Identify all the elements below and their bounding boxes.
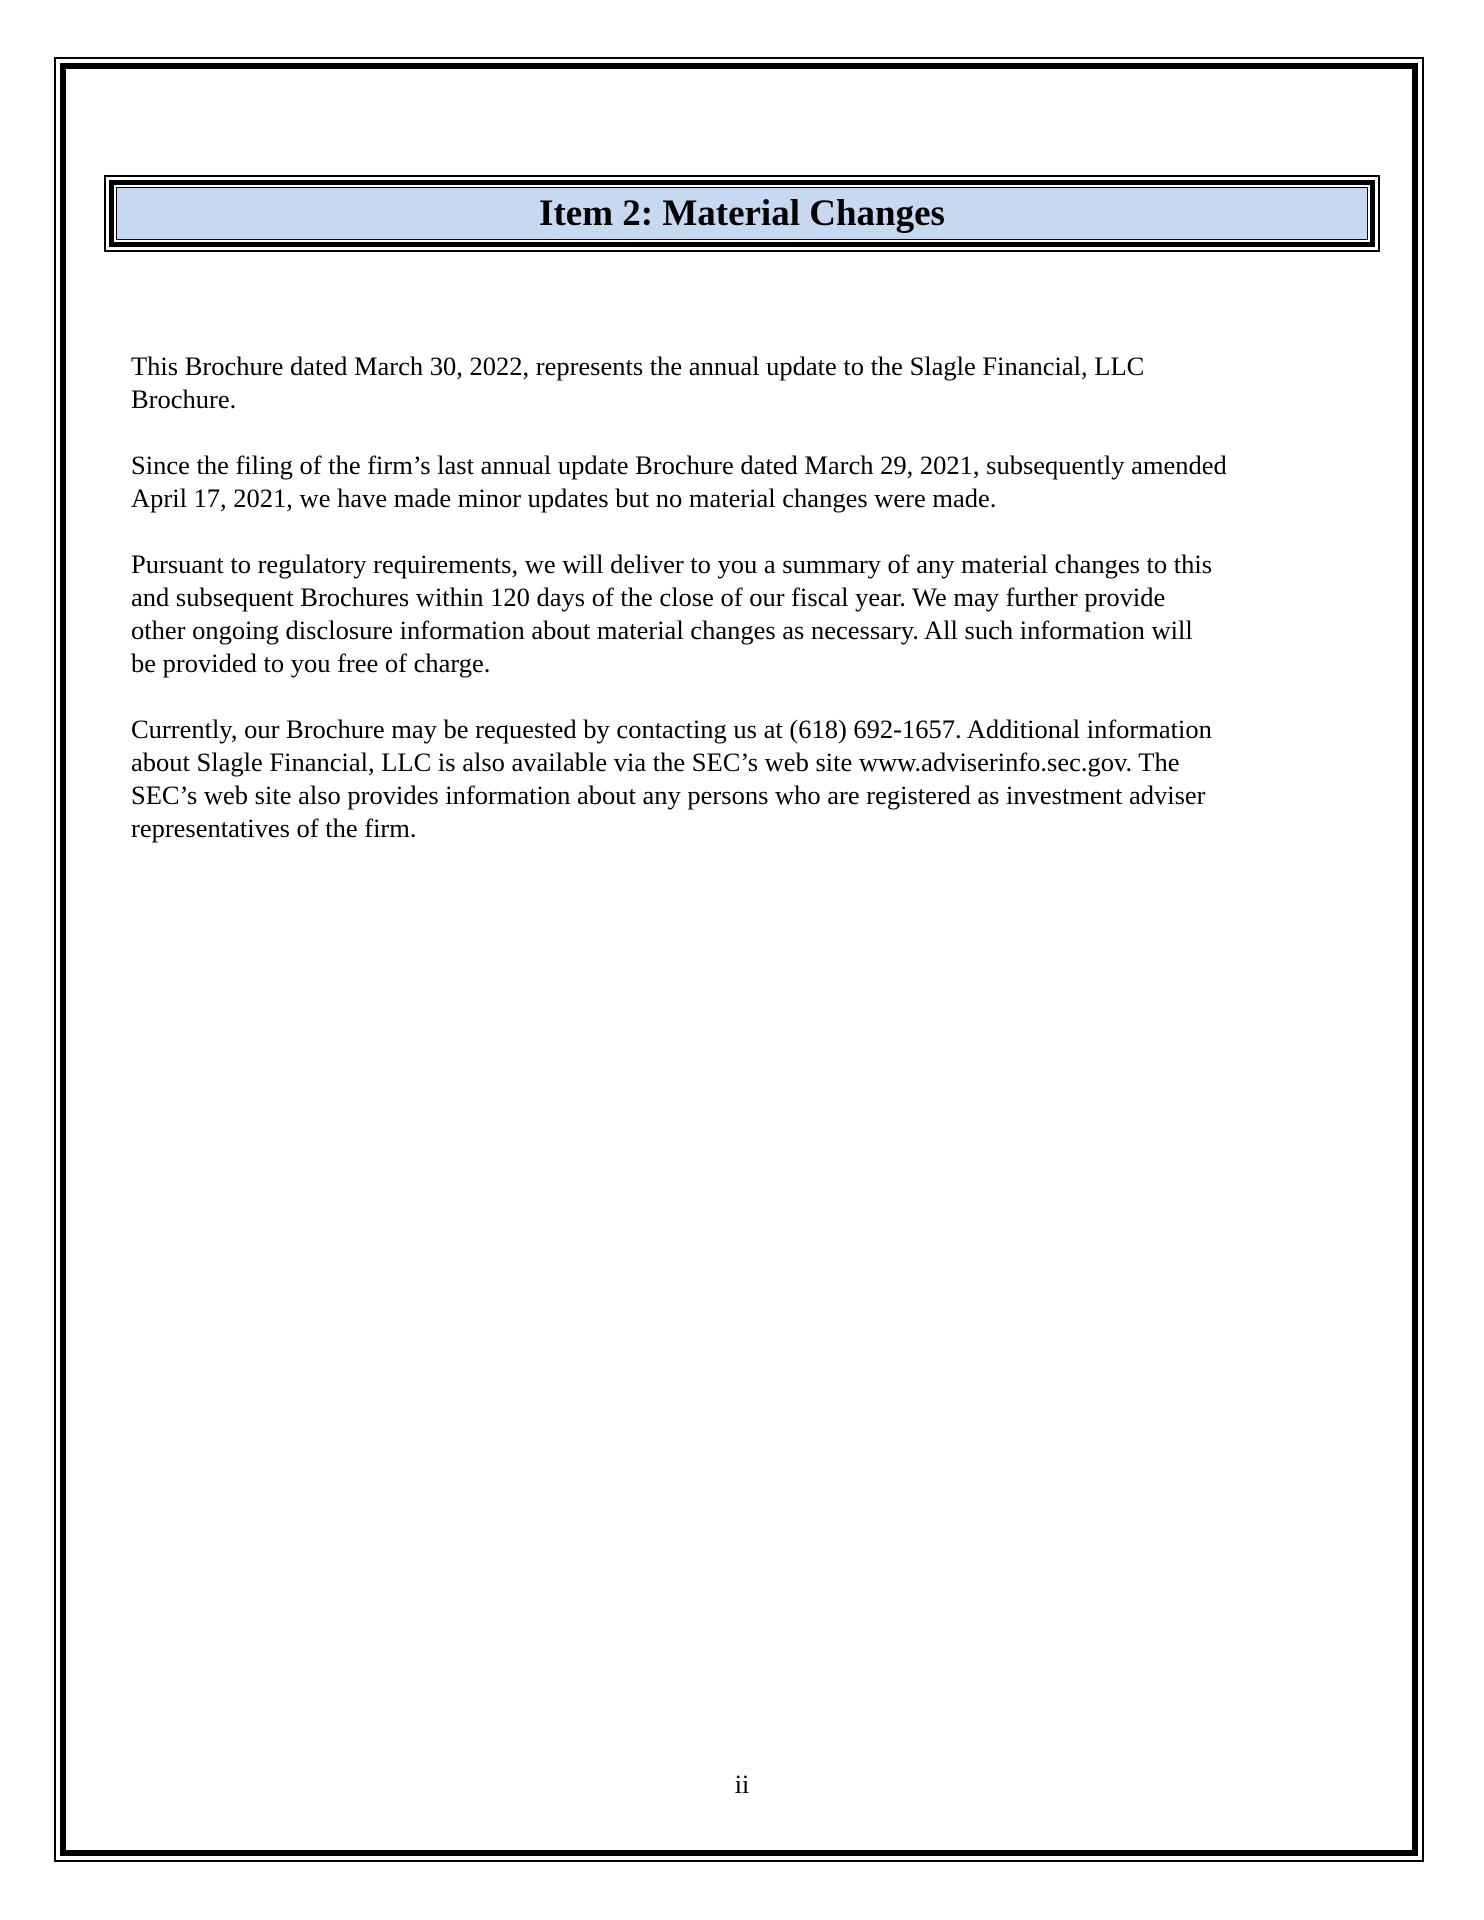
page-number: ii (734, 1770, 750, 1799)
text-line: representatives of the firm. (131, 813, 417, 843)
paragraph-regulatory (131, 548, 1351, 680)
text-line: and subsequent Brochures within 120 days of the close of our fiscal year. We may further provide (131, 582, 1166, 612)
page-border-inner (60, 63, 1418, 1856)
paragraph-annual-update (131, 350, 1351, 416)
text-line: Brochure. (131, 384, 237, 414)
text-line: be provided to you free of charge. (131, 648, 491, 678)
section-header-fill (116, 187, 1368, 240)
text-line: Pursuant to regulatory requirements, we will deliver to you a summary of any material changes to this (131, 549, 1213, 579)
text-line: SEC’s web site also provides information about any persons who are registered as investment adviser (131, 780, 1206, 810)
text-line: Since the filing of the firm’s last annual update Brochure dated March 29, 2021, subsequently amended (131, 450, 1227, 480)
text-line: about Slagle Financial, LLC is also available via the SEC’s web site www.adviserinfo.sec.gov. The (131, 747, 1180, 777)
section-header (109, 180, 1375, 247)
text-line: April 17, 2021, we have made minor updates but no material changes were made. (131, 483, 997, 513)
document-body (131, 350, 1351, 878)
text-line: Currently, our Brochure may be requested by contacting us at (618) 692-1657. Additional information (131, 714, 1212, 744)
text-line: other ongoing disclosure information about material changes as necessary. All such information will (131, 615, 1193, 645)
text-line: This Brochure dated March 30, 2022, represents the annual update to the Slagle Financial, LLC (131, 351, 1145, 381)
section-title: Item 2: Material Changes (539, 193, 945, 234)
paragraph-contact (131, 713, 1351, 845)
paragraph-no-material-changes (131, 449, 1351, 515)
